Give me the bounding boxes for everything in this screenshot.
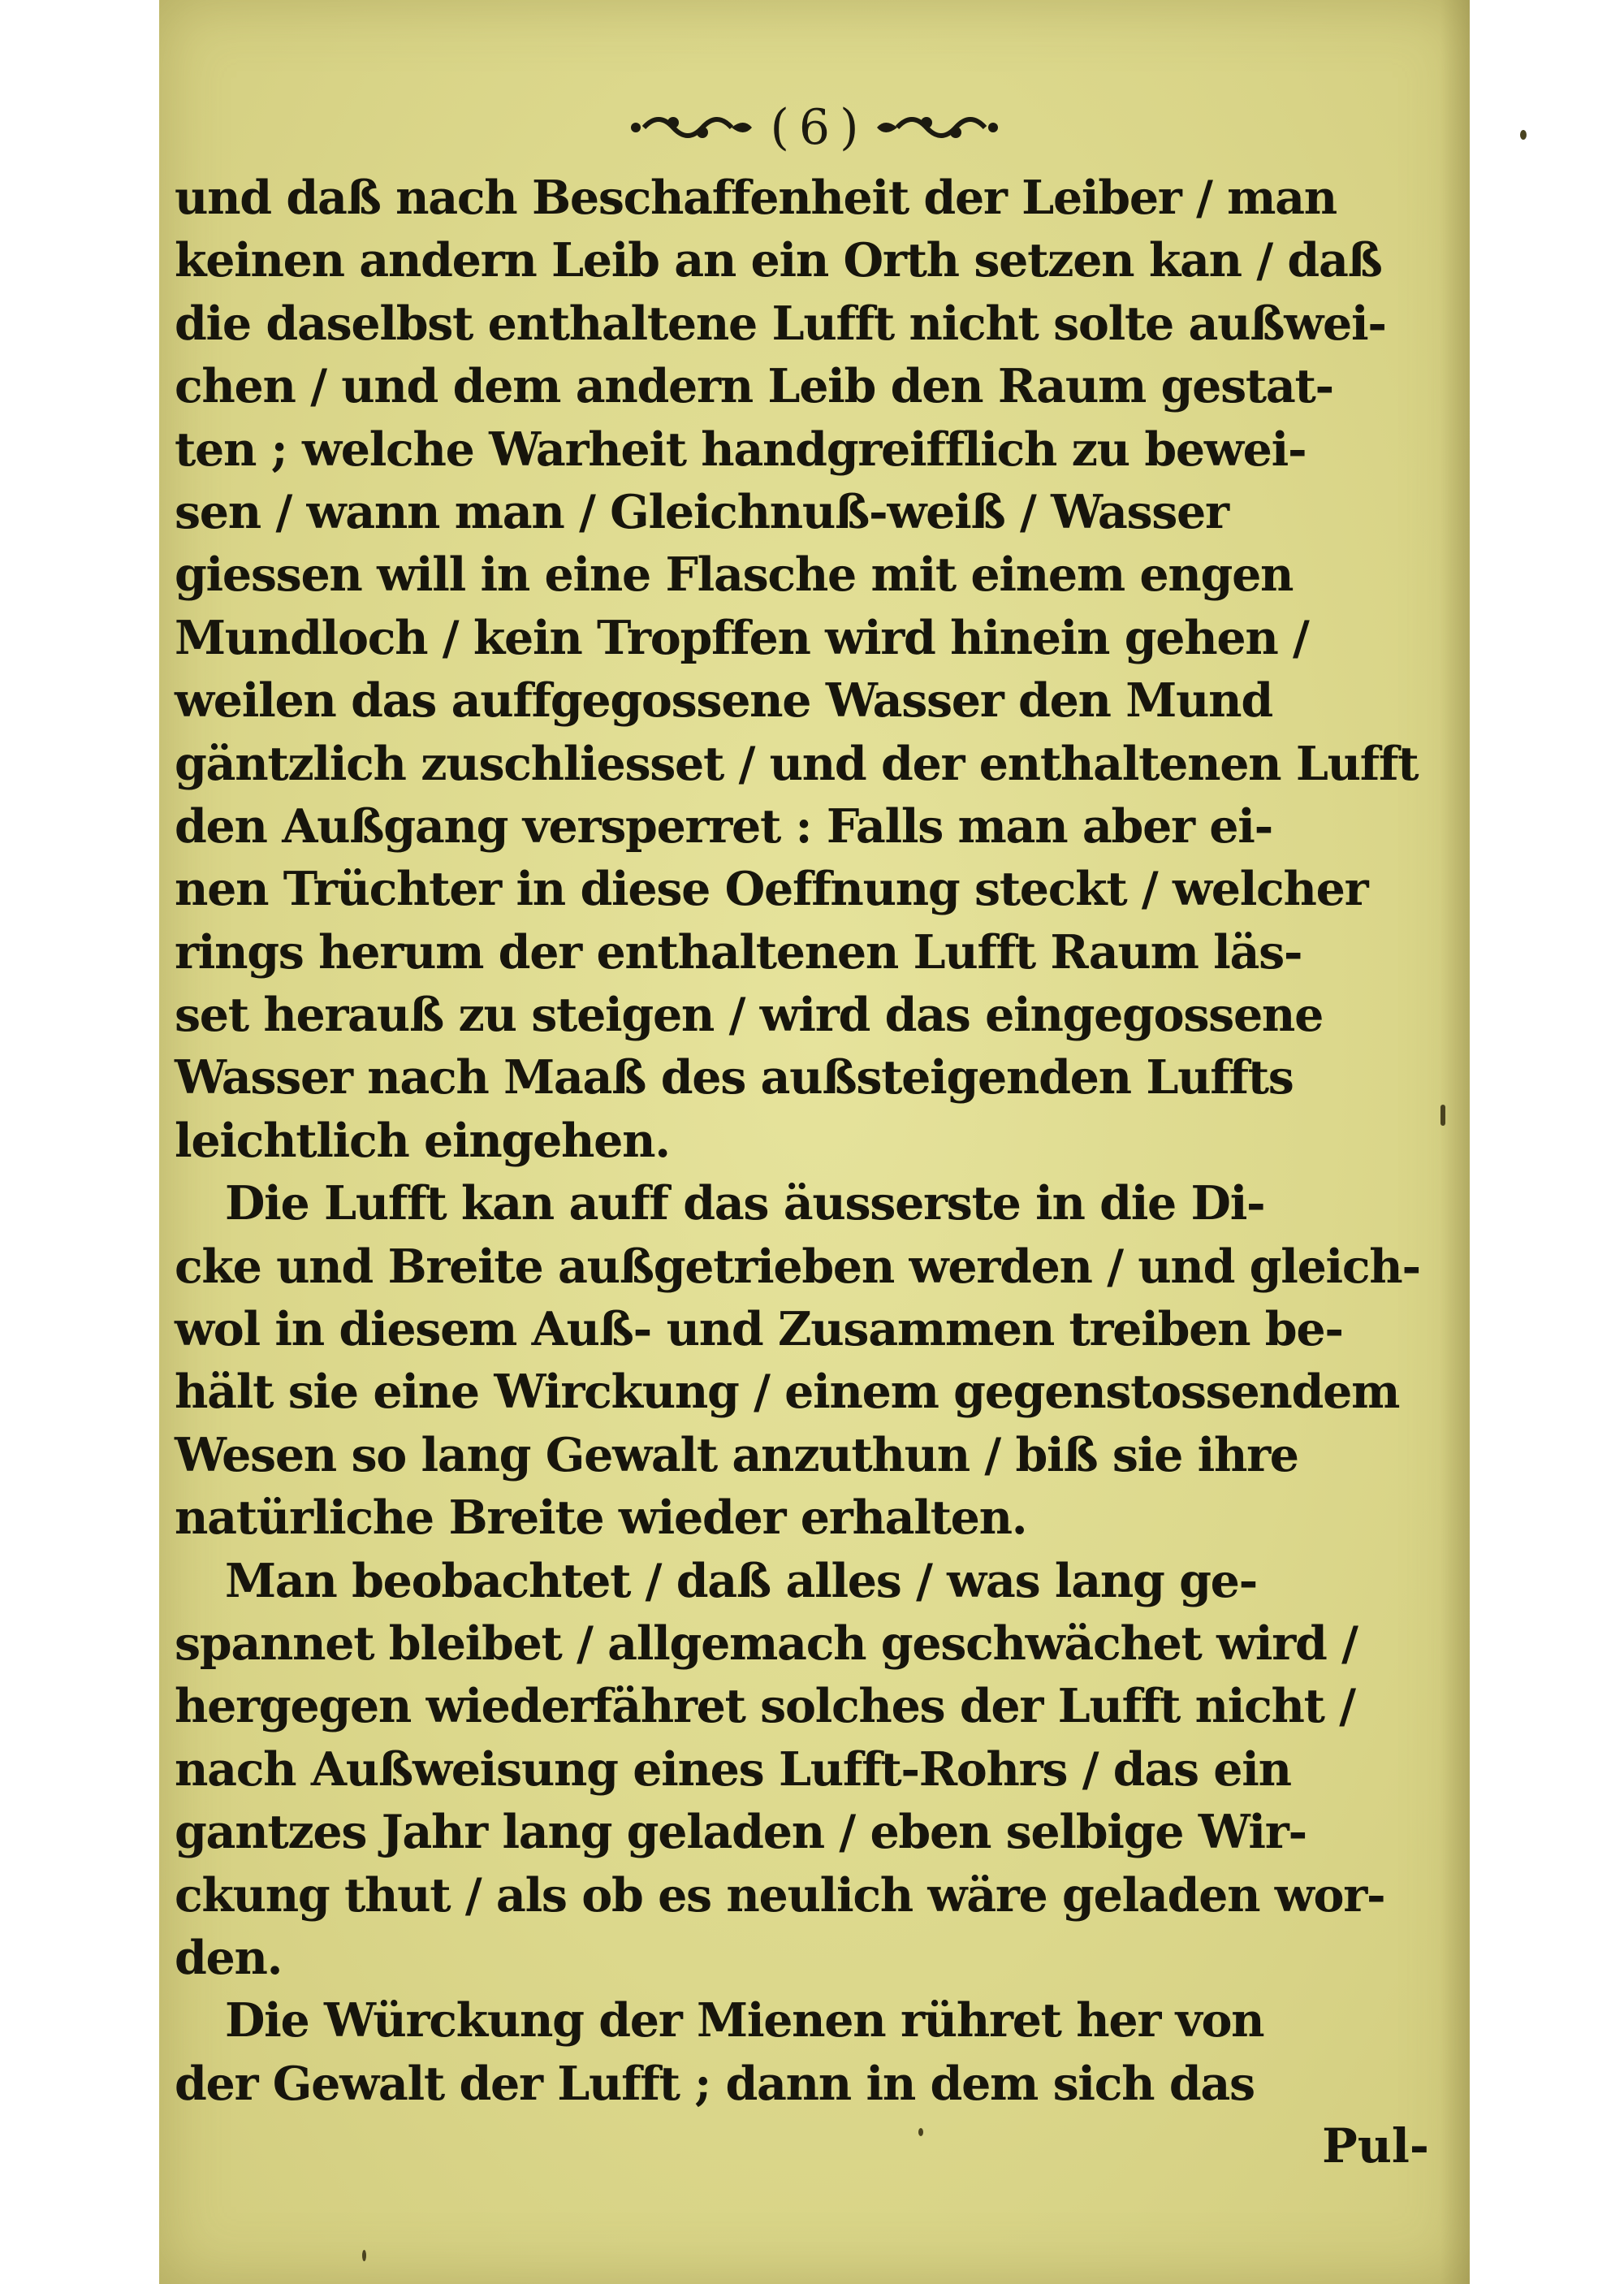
page-edge-shadow xyxy=(1440,0,1470,2284)
text-line: cke und Breite außgetrieben werden / und gleich- xyxy=(175,1239,1420,1294)
text-line: und daß nach Beschaffenheit der Leiber / man xyxy=(175,171,1337,225)
text-line: leichtlich eingehen. xyxy=(175,1113,670,1168)
body-text xyxy=(175,167,1420,2115)
text-line: nen Trüchter in diese Oeffnung steckt / welcher xyxy=(175,862,1368,917)
text-line: Wesen so lang Gewalt anzuthun / biß sie ihre xyxy=(175,1427,1298,1482)
text-line: ten ; welche Warheit handgreifflich zu bewei- xyxy=(175,422,1307,477)
text-line: set herauß zu steigen / wird das eingegossene xyxy=(175,988,1324,1043)
page-number: ( 6 ) xyxy=(770,99,859,156)
text-line: der Gewalt der Lufft ; dann in dem sich das xyxy=(175,2056,1255,2111)
ornament-icon xyxy=(873,103,1003,152)
text-line: hält sie eine Wirckung / einem gegenstossendem xyxy=(175,1365,1400,1420)
text-line: chen / und dem andern Leib den Raum gestat- xyxy=(175,359,1333,414)
text-line: nach Außweisung eines Lufft-Rohrs / das ein xyxy=(175,1741,1291,1797)
ornament-icon xyxy=(626,103,756,152)
text-line: gantzes Jahr lang geladen / eben selbige Wir- xyxy=(175,1805,1307,1860)
text-line: rings herum der enthaltenen Lufft Raum läs- xyxy=(175,924,1302,980)
ink-speck xyxy=(918,2128,923,2136)
text-line: giessen will in eine Flasche mit einem engen xyxy=(175,547,1294,603)
text-line: spannet bleibet / allgemach geschwächet wird / xyxy=(175,1616,1358,1671)
page-header xyxy=(159,91,1470,164)
paragraph-start-line: Man beobachtet / daß alles / was lang ge- xyxy=(225,1553,1258,1608)
text-line: den. xyxy=(175,1930,283,1985)
ink-speck xyxy=(362,2250,366,2261)
text-line: Mundloch / kein Tropffen wird hinein gehen / xyxy=(175,610,1309,665)
text-line: natürliche Breite wieder erhalten. xyxy=(175,1490,1027,1546)
ink-speck xyxy=(1440,1105,1445,1126)
text-line: sen / wann man / Gleichnuß-weiß / Wasser xyxy=(175,484,1229,539)
text-line: wol in diesem Auß- und Zusammen treiben be- xyxy=(175,1302,1343,1357)
text-line: ckung thut / als ob es neulich wäre geladen wor- xyxy=(175,1867,1385,1923)
text-line: den Außgang versperret : Falls man aber ei- xyxy=(175,798,1272,854)
ink-speck xyxy=(1520,130,1527,140)
paragraph-start-line: Die Lufft kan auff das äusserste in die Di- xyxy=(225,1176,1265,1231)
text-line: keinen andern Leib an ein Orth setzen kan / daß xyxy=(175,233,1382,288)
text-line: weilen das auffgegossene Wasser den Mund xyxy=(175,673,1272,729)
paragraph-start-line: Die Würckung der Mienen rühret her von xyxy=(225,1993,1264,2048)
text-line: die daselbst enthaltene Lufft nicht solte außwei- xyxy=(175,296,1386,351)
text-line: Wasser nach Maaß des außsteigenden Luffts xyxy=(175,1050,1294,1105)
catchword: Pul- xyxy=(1322,2118,1429,2174)
text-line: gäntzlich zuschliesset / und der enthaltenen Lufft xyxy=(175,736,1419,791)
text-line: hergegen wiederfähret solches der Lufft nicht / xyxy=(175,1679,1355,1734)
